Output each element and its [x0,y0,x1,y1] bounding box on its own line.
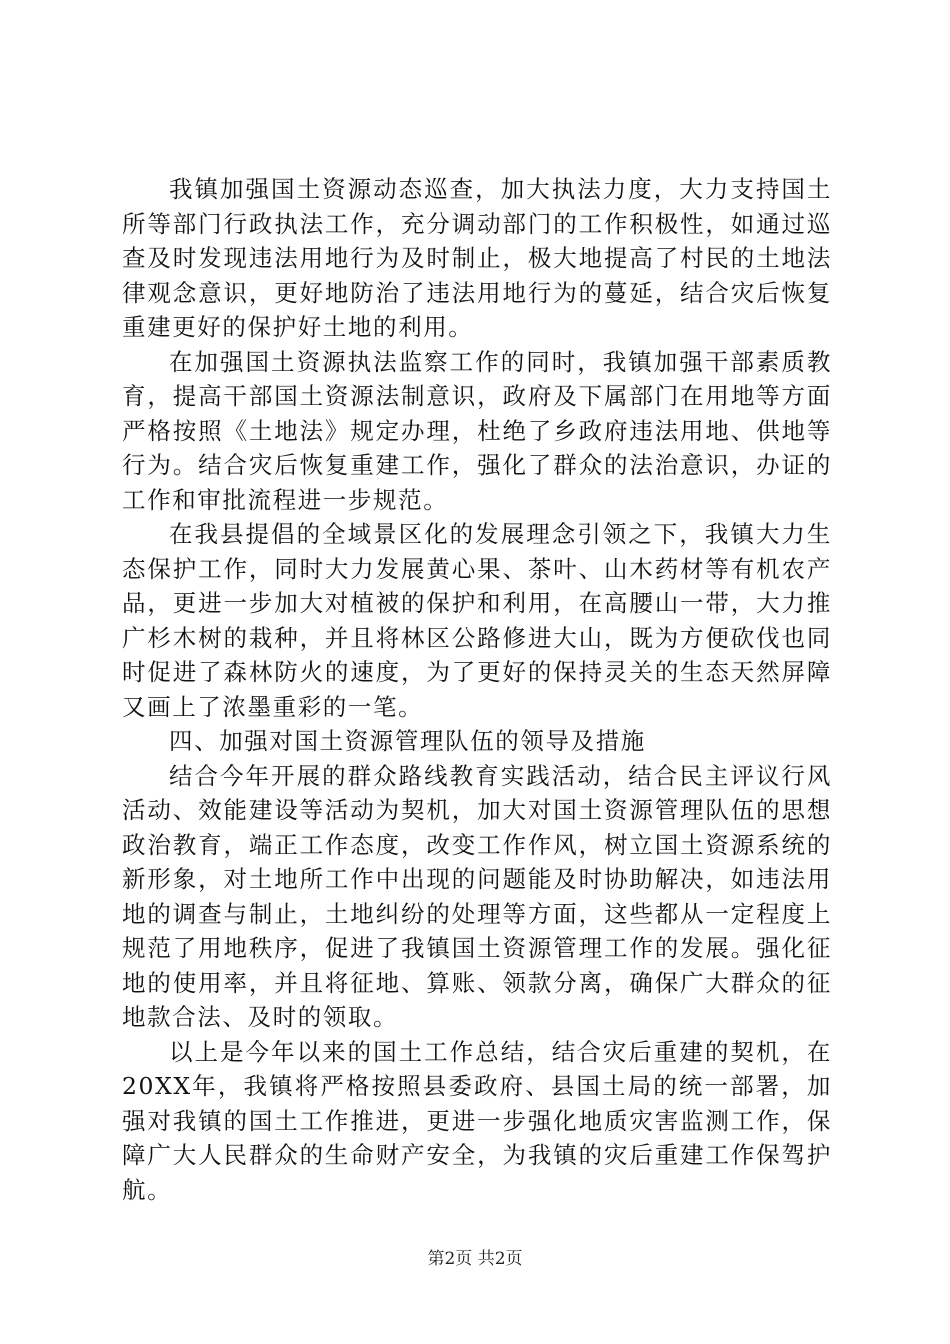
section-heading: 四、加强对国土资源管理队伍的领导及措施 [169,727,646,755]
paragraph-land-inspection: 我镇加强国土资源动态巡查，加大执法力度，大力支持国土所等部门行政执法工作，充分调动部门的工作积极性，如通过巡查及时发现违法用地行为及时制止，极大地提高了村民的土地法律观念意识，更好地防治了违法用地行为的蔓延，结合灾后恢复重建更好的保护好土地的利用。 [122,175,832,341]
page-footer: 第2页 共2页 [427,1249,523,1269]
paragraph-summary: 以上是今年以来的国土工作总结，结合灾后重建的契机，在20XX年，我镇将严格按照县委政府、县国土局的统一部署，加强对我镇的国土工作推进，更进一步强化地质灾害监测工作，保障广大人民群众的生命财产安全，为我镇的灾后重建工作保驾护航。 [122,1037,832,1204]
paragraph-team-management: 结合今年开展的群众路线教育实践活动，结合民主评议行风活动、效能建设等活动为契机，加大对国土资源管理队伍的思想政治教育，端正工作态度，改变工作作风，树立国土资源系统的新形象，对土地所工作中出现的问题能及时协助解决，如违法用地的调查与制止，土地纠纷的处理等方面，这些都从一定程度上规范了用地秩序，促进了我镇国土资源管理工作的发展。强化征地的使用率，并且将征地、算账、领款分离，确保广大群众的征地款合法、及时的领取。 [122,761,832,1031]
document-body [122,172,832,1207]
paragraph-ecological-protection: 在我县提倡的全域景区化的发展理念引领之下，我镇大力生态保护工作，同时大力发展黄心果、茶叶、山木药材等有机农产品，更进一步加大对植被的保护和利用，在高腰山一带，大力推广杉木树的栽种，并且将林区公路修进大山，既为方便砍伐也同时促进了森林防火的速度，为了更好的保持灵关的生态天然屏障又画上了浓墨重彩的一笔。 [122,520,832,721]
paragraph-cadre-education: 在加强国土资源执法监察工作的同时，我镇加强干部素质教育，提高干部国土资源法制意识，政府及下属部门在用地等方面严格按照《土地法》规定办理，杜绝了乡政府违法用地、供地等行为。结合灾后恢复重建工作，强化了群众的法治意识，办证的工作和审批流程进一步规范。 [122,347,832,514]
